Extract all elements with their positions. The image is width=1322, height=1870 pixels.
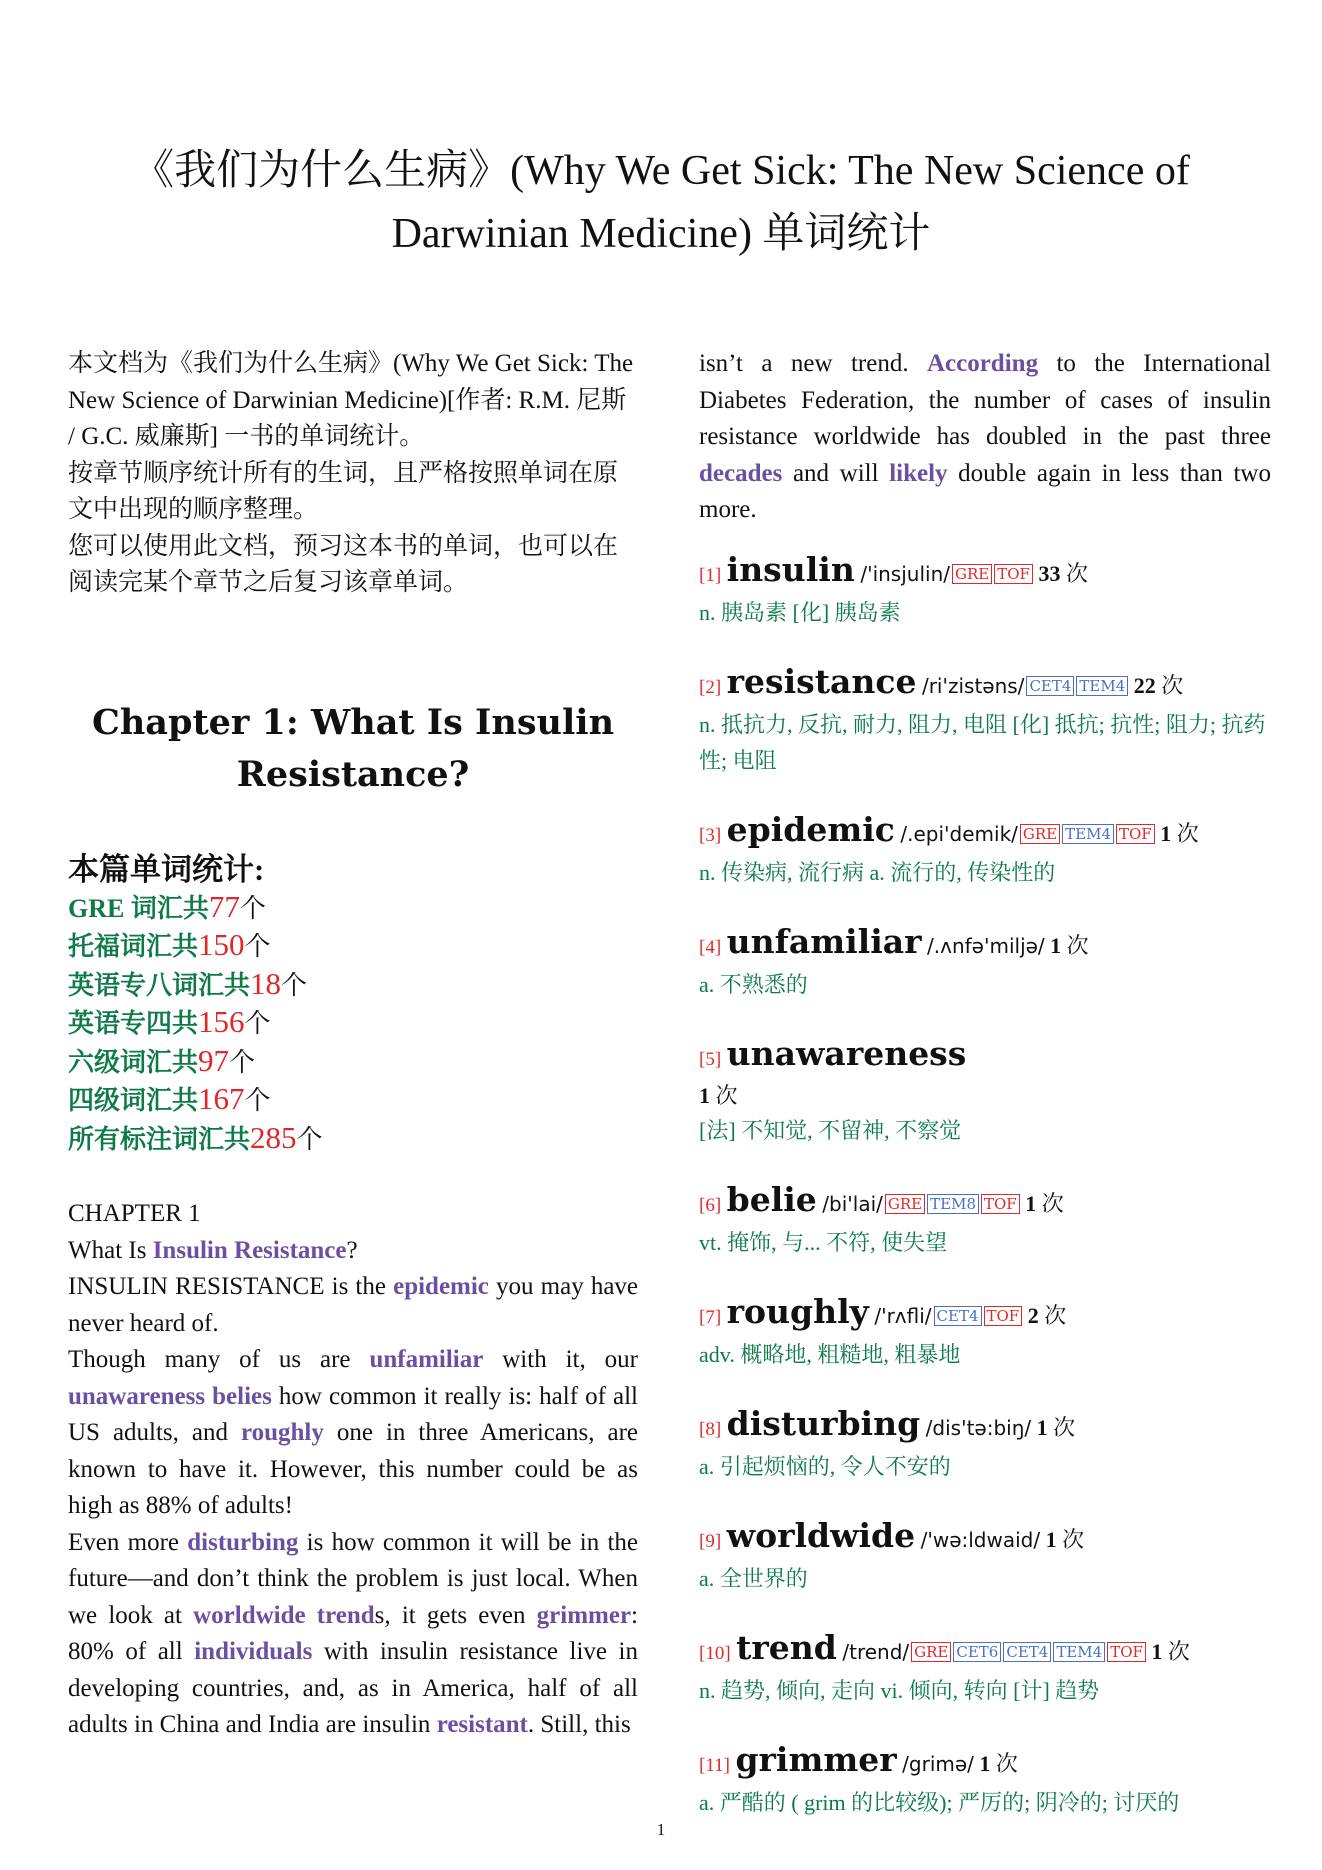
entry-header [699, 923, 1271, 967]
entry-count [1038, 561, 1088, 586]
stat-line [68, 1081, 638, 1120]
entry-word: resistance [726, 661, 917, 701]
stat-label: 四级词汇共 [68, 1086, 199, 1115]
stat-line [68, 1120, 638, 1159]
entry-count-suffix: 次 [1044, 1302, 1067, 1328]
intro-paragraph: 本文档为《我们为什么生病》(Why We Get Sick: The New Science of Darwinian Medicine)[作者: R.M. 尼斯 / G.C. 威廉斯] 一书的单词统计。 [68, 350, 634, 450]
intro [68, 346, 638, 602]
stat-unit: 个 [281, 970, 308, 1000]
entry-word: insulin [726, 549, 855, 589]
entry-word: belie [726, 1179, 817, 1219]
word-entry [699, 1035, 1271, 1149]
entry-header [699, 1741, 1271, 1785]
entry-definition: a. 全世界的 [699, 1565, 808, 1591]
entry-definition: n. 传染病, 流行病 a. 流行的, 传染性的 [699, 859, 1056, 885]
entry-phonetic: /grimə/ [902, 1751, 974, 1776]
highlighted-word: grimmer [536, 1601, 632, 1629]
text-segment: with it, our [483, 1346, 638, 1373]
exam-tag: GRE [1020, 824, 1060, 844]
stat-line [68, 927, 638, 966]
entry-word: roughly [726, 1291, 869, 1331]
stat-unit: 个 [244, 932, 271, 961]
intro-paragraph: 您可以使用此文档，预习这本书的单词，也可以在阅读完某个章节之后复习该章单词。 [68, 532, 619, 596]
entry-count-number: 1 [979, 1750, 991, 1776]
entry-definition: a. 不熟悉的 [699, 971, 808, 997]
stat-line [68, 1043, 638, 1082]
stat-count: 167 [198, 1081, 245, 1116]
highlighted-word: roughly [240, 1419, 324, 1446]
entry-definition: adv. 概略地, 粗糙地, 粗暴地 [699, 1341, 961, 1367]
highlighted-word: unfamiliar [369, 1346, 484, 1373]
entry-count [1037, 1415, 1076, 1440]
word-entry [699, 1517, 1271, 1597]
text-segment: and will [782, 459, 890, 487]
entry-count [1050, 933, 1089, 958]
stat-count: 18 [250, 965, 282, 1001]
entry-count-suffix: 次 [1053, 1414, 1076, 1440]
entry-phonetic: /dis'tə:biŋ/ [925, 1415, 1032, 1440]
exam-tag: TOF [1107, 1642, 1146, 1662]
stats-heading: 本篇单词统计: [68, 851, 265, 887]
entry-word: unawareness [726, 1033, 967, 1073]
entry-header [699, 1181, 1271, 1225]
entry-count-suffix: 次 [1167, 1638, 1190, 1664]
entry-count [1160, 821, 1199, 846]
highlighted-word: resistant [436, 1711, 528, 1738]
entry-phonetic: /bi'lai/ [822, 1191, 883, 1216]
highlighted-word: trend [316, 1601, 375, 1629]
text-segment: double again in less than two more. [699, 459, 1271, 523]
exam-tag: CET4 [1026, 676, 1074, 696]
exam-tag: TEM8 [927, 1194, 979, 1214]
entry-word: worldwide [726, 1515, 916, 1555]
text-paragraph: CHAPTER 1 [68, 1200, 201, 1227]
highlighted-word: Insulin [152, 1236, 228, 1264]
entry-word: epidemic [726, 809, 895, 849]
highlighted-word: belies [212, 1382, 272, 1410]
entry-count-number: 1 [1025, 1190, 1037, 1216]
entry-word: trend [736, 1627, 837, 1667]
text-segment: Though many of us are [68, 1346, 370, 1373]
entry-header [699, 1517, 1271, 1561]
entry-count-number: 1 [1160, 820, 1172, 846]
chapter-heading: Chapter 1: What Is Insulin Resistance? [91, 701, 615, 795]
word-entry [699, 551, 1271, 631]
word-entry [699, 1181, 1271, 1261]
exam-tag: GRE [911, 1642, 951, 1662]
text-paragraph [699, 346, 1271, 529]
entry-count-suffix: 次 [715, 1082, 738, 1108]
highlighted-word: According [926, 350, 1039, 377]
entry-count-number: 2 [1027, 1302, 1039, 1328]
entry-header [699, 551, 1271, 595]
entry-count-suffix: 次 [1161, 672, 1184, 698]
stat-line [68, 966, 638, 1005]
word-entry [699, 1405, 1271, 1485]
entry-count [1028, 1303, 1067, 1328]
word-entry-list [699, 551, 1271, 1821]
exam-tag: TOF [984, 1306, 1023, 1326]
text-segment: ? [346, 1236, 358, 1264]
entry-header [699, 1035, 1271, 1113]
stat-count: 156 [198, 1004, 245, 1039]
exam-tag: GRE [885, 1194, 925, 1214]
entry-count-number: 1 [699, 1082, 710, 1108]
stat-unit: 个 [296, 1124, 323, 1154]
entry-count-suffix: 次 [1065, 560, 1088, 586]
entry-count-suffix: 次 [1176, 820, 1199, 846]
exam-tag: TEM4 [1076, 676, 1128, 696]
highlighted-word: worldwide [193, 1601, 306, 1629]
highlighted-word: likely [889, 459, 948, 487]
entry-count-number: 1 [1036, 1414, 1048, 1440]
entry-count-number: 22 [1133, 672, 1156, 698]
text-segment: is how common it will be in the future—and don’t think the problem is just local. When we look at [68, 1528, 638, 1629]
entry-count-number: 1 [1050, 932, 1062, 958]
stat-unit: 个 [244, 1009, 271, 1038]
entry-phonetic: /.epi'demik/ [900, 821, 1018, 846]
entry-phonetic: /'wə:ldwaid/ [920, 1527, 1041, 1552]
right-column [699, 346, 1271, 1853]
text-paragraph [68, 1233, 638, 1270]
entry-header [699, 663, 1271, 707]
exam-tag: GRE [952, 564, 992, 584]
stats-list [68, 889, 638, 1159]
entry-count-suffix: 次 [1041, 1190, 1064, 1216]
word-entry [699, 1741, 1271, 1821]
exam-tag: CET4 [934, 1306, 982, 1326]
entry-definition: n. 胰岛素 [化] 胰岛素 [699, 599, 901, 625]
entry-count-number: 33 [1038, 560, 1061, 586]
text-segment: Even more [68, 1528, 188, 1556]
entry-count [1151, 1639, 1190, 1664]
entry-index: [8] [699, 1418, 722, 1440]
highlighted-word: disturbing [187, 1528, 299, 1556]
word-entry [699, 811, 1271, 891]
exam-tag: CET6 [953, 1642, 1001, 1662]
stat-label: GRE 词汇共 [68, 893, 209, 923]
entry-count-number: 1 [1045, 1526, 1057, 1552]
entry-index: [7] [699, 1306, 722, 1328]
text-segment: : 80% of all [68, 1601, 638, 1665]
exam-tag: CET4 [1003, 1642, 1051, 1662]
word-entry [699, 1629, 1271, 1709]
text-segment: you may have never heard of. [68, 1273, 639, 1337]
entry-phonetic: /ri'zistəns/ [921, 673, 1025, 698]
entry-phonetic: /'insjulin/ [860, 561, 950, 586]
text-paragraph [68, 1269, 638, 1342]
text-segment: . Still, this [527, 1711, 631, 1738]
stat-count: 285 [250, 1119, 297, 1155]
entry-count-suffix: 次 [1066, 932, 1089, 958]
entry-index: [2] [699, 676, 722, 698]
stat-count: 97 [198, 1042, 230, 1078]
stat-count: 150 [198, 927, 245, 962]
text-segment: INSULIN RESISTANCE is the [68, 1273, 394, 1300]
stat-line [68, 889, 638, 928]
entry-header [699, 1629, 1271, 1673]
text-segment: how common it really is: half of all US adults, and [68, 1382, 638, 1446]
exam-tag: TOF [981, 1194, 1020, 1214]
entry-count-number: 1 [1151, 1638, 1163, 1664]
text-segment [306, 1602, 317, 1629]
stat-label: 托福词汇共 [68, 932, 199, 961]
entry-count [1134, 673, 1184, 698]
entry-definition: n. 趋势, 倾向, 走向 vi. 倾向, 转向 [计] 趋势 [699, 1677, 1100, 1703]
page-number: 1 [656, 1820, 666, 1839]
entry-index: [4] [699, 936, 722, 958]
entry-definition: a. 引起烦恼的, 令人不安的 [699, 1453, 951, 1479]
text-paragraph [68, 1525, 638, 1744]
text-segment: isn’t a new trend. [699, 350, 927, 377]
entry-header [699, 1405, 1271, 1449]
exam-tag: TOF [994, 564, 1033, 584]
intro-paragraph: 按章节顺序统计所有的生词，且严格按照单词在原文中出现的顺序整理。 [68, 459, 619, 523]
text-segment: s, it gets even [374, 1601, 537, 1629]
exam-tag: TEM4 [1053, 1642, 1105, 1662]
highlighted-word: Resistance [234, 1236, 347, 1264]
entry-phonetic: /trend/ [842, 1639, 910, 1664]
entry-definition: [法] 不知觉, 不留神, 不察觉 [699, 1117, 962, 1143]
stat-line [68, 1004, 638, 1043]
entry-header [699, 811, 1271, 855]
text-segment: to the International Diabetes Federation, the number of cases of insulin resistance worldwide has doubled in the past three [699, 350, 1271, 450]
entry-index: [9] [699, 1530, 722, 1552]
left-column [68, 346, 638, 1744]
highlighted-word: unawareness [68, 1382, 206, 1410]
entry-header [699, 1293, 1271, 1337]
entry-count-suffix: 次 [995, 1750, 1018, 1776]
entry-index: [11] [699, 1754, 730, 1776]
entry-definition: n. 抵抗力, 反抗, 耐力, 阻力, 电阻 [化] 抵抗; 抗性; 阻力; 抗药性; 电阻 [699, 711, 1266, 773]
word-entry [699, 1293, 1271, 1373]
entry-index: [1] [699, 564, 722, 586]
entry-index: [10] [699, 1642, 731, 1664]
chapter-text [68, 1196, 638, 1744]
entry-phonetic: /'rʌfli/ [874, 1303, 932, 1328]
text-segment: What Is [68, 1236, 153, 1264]
highlighted-word: epidemic [393, 1273, 489, 1300]
entry-count [699, 1079, 1271, 1113]
stat-unit: 个 [244, 1086, 271, 1115]
stat-label: 六级词汇共 [68, 1047, 199, 1077]
entry-index: [6] [699, 1194, 722, 1216]
entry-phonetic: /.ʌnfə'miljə/ [927, 933, 1045, 958]
stat-unit: 个 [239, 893, 266, 923]
entry-definition: a. 严酷的 ( grim 的比较级); 严厉的; 阴冷的; 讨厌的 [699, 1789, 1180, 1815]
exam-tag: TEM4 [1062, 824, 1114, 844]
highlighted-word: individuals [194, 1638, 313, 1665]
entry-index: [3] [699, 824, 722, 846]
stat-label: 所有标注词汇共 [68, 1124, 251, 1154]
word-entry [699, 663, 1271, 779]
exam-tag: TOF [1116, 824, 1155, 844]
entry-count [1046, 1527, 1085, 1552]
document-title: 《我们为什么生病》(Why We Get Sick: The New Science of Darwinian Medicine) 单词统计 [132, 148, 1190, 257]
stat-label: 英语专四共 [68, 1009, 199, 1038]
entry-word: disturbing [726, 1403, 921, 1443]
stat-label: 英语专八词汇共 [68, 970, 251, 1000]
entry-count [1025, 1191, 1064, 1216]
text-segment: with insulin resistance live in developing countries, and, as in America, half of all adults in China and India are insulin [68, 1638, 638, 1738]
entry-index: [5] [699, 1048, 722, 1070]
entry-count-suffix: 次 [1062, 1526, 1085, 1552]
entry-count [979, 1751, 1018, 1776]
text-segment: one in three Americans, are known to have it. However, this number could be as high as 88% of adults! [68, 1419, 638, 1519]
text-paragraph [68, 1342, 638, 1525]
entry-definition: vt. 掩饰, 与... 不符, 使失望 [699, 1229, 948, 1255]
entry-word: grimmer [735, 1739, 897, 1779]
stat-unit: 个 [229, 1047, 256, 1077]
stat-count: 77 [208, 888, 240, 924]
word-entry [699, 923, 1271, 1003]
entry-word: unfamiliar [726, 921, 922, 961]
highlighted-word: decades [699, 459, 783, 487]
